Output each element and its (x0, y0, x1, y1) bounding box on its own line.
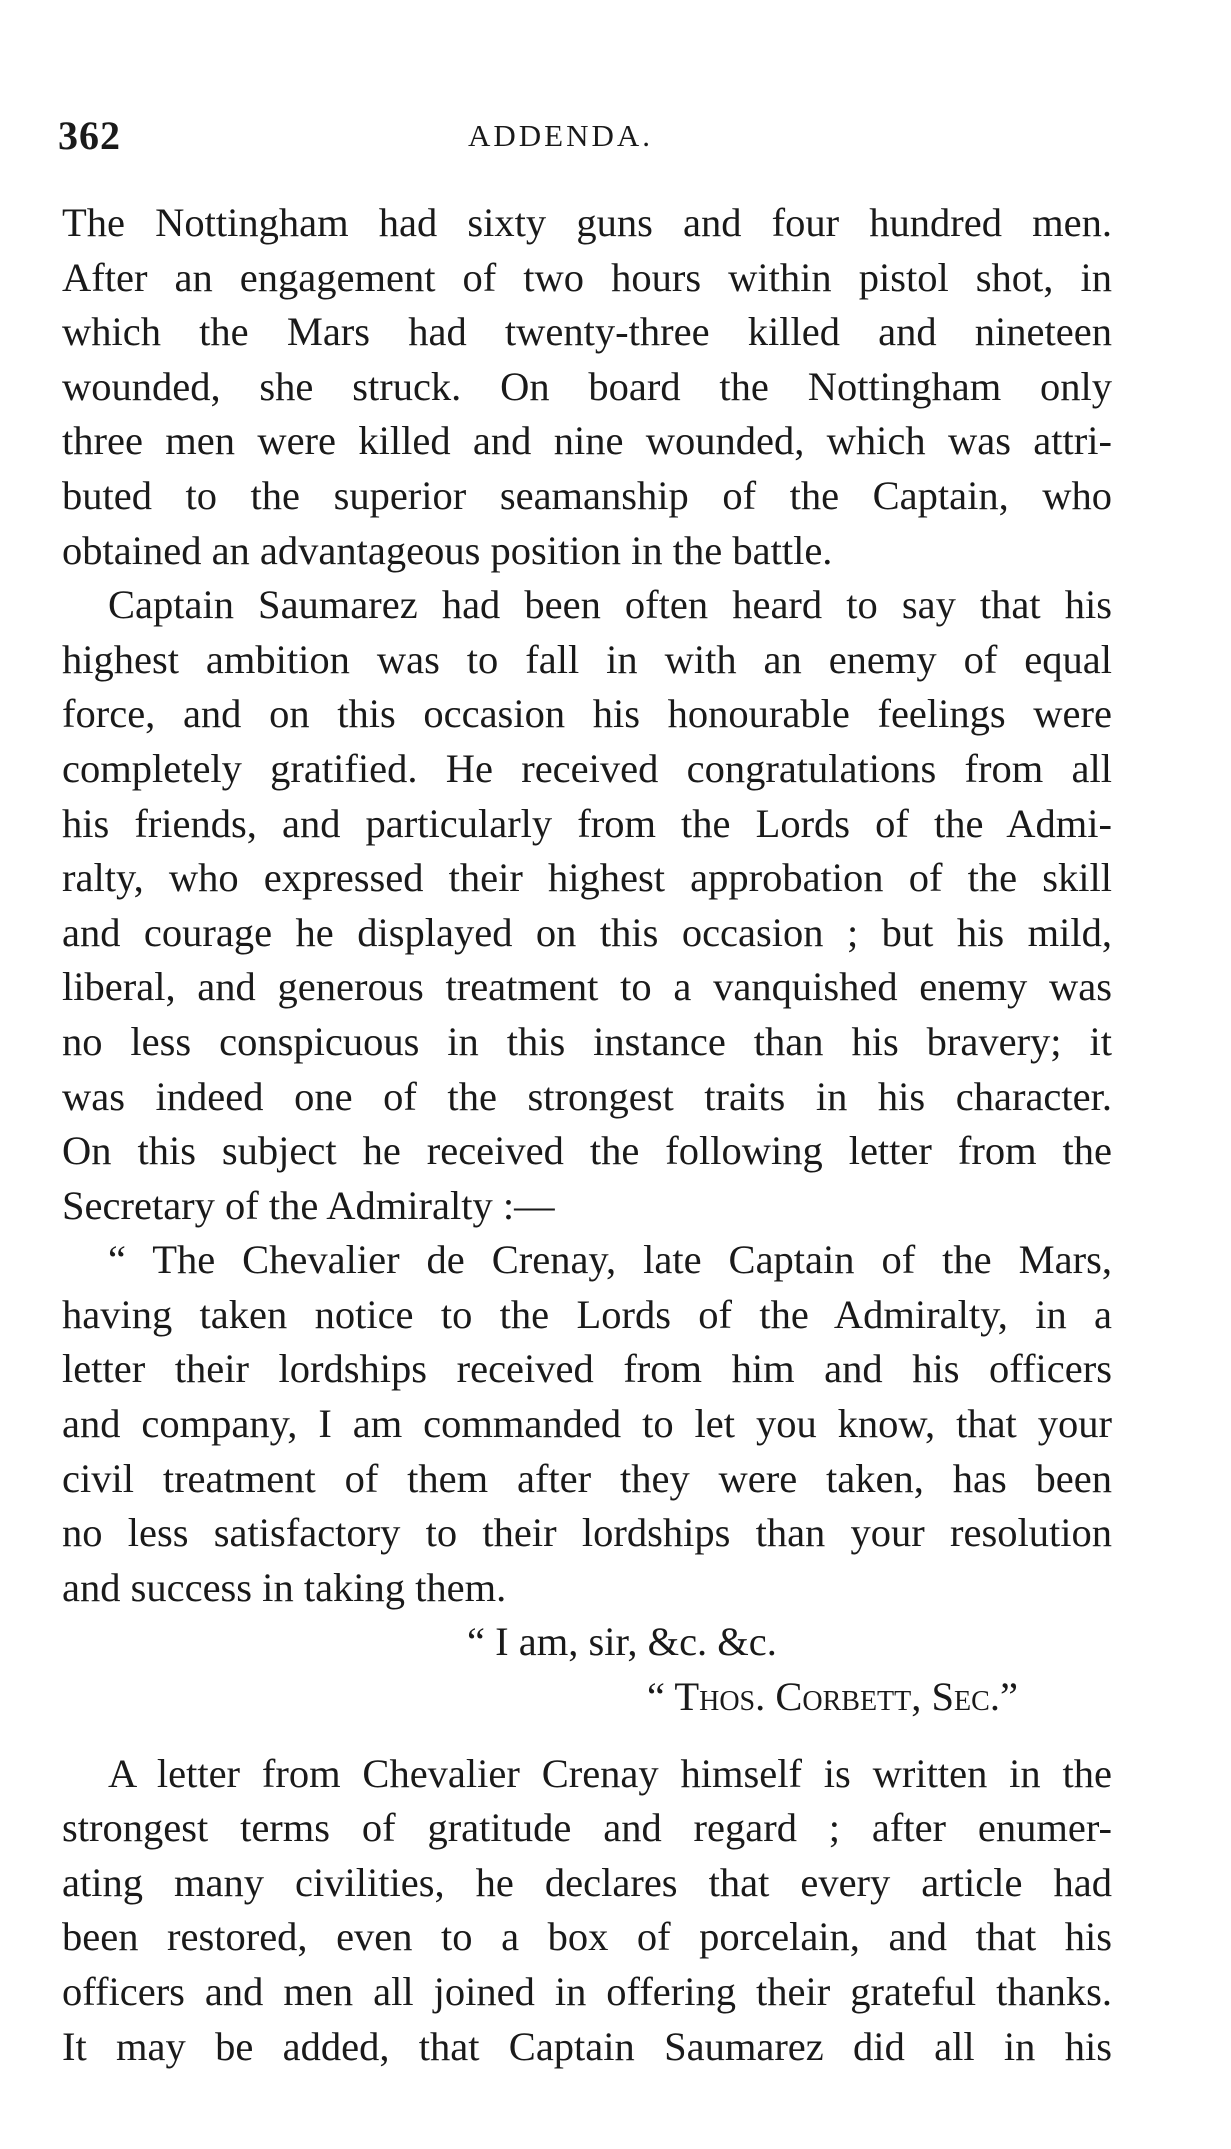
text-line: his friends, and particularly from the Lords of the Admi- (62, 800, 1112, 846)
text-line: no less satisfactory to their lordships than your resolution (62, 1510, 1112, 1556)
text-line: letter their lordships received from him and his officers (62, 1346, 1112, 1392)
text-line: no less conspicuous in this instance than his bravery; it (62, 1018, 1112, 1064)
letter-signature: “ Thos. Corbett, Sec.” (647, 1674, 1018, 1720)
page-number: 362 (58, 113, 121, 158)
text-line: ralty, who expressed their highest approbation of the skill (62, 855, 1112, 901)
paragraph-gap (62, 1725, 1112, 1747)
page-header (58, 112, 1118, 172)
text-line: and success in taking them. (62, 1564, 507, 1610)
text-line: was indeed one of the strongest traits in his character. (62, 1073, 1112, 1119)
text-line: having taken notice to the Lords of the Admiralty, in a (62, 1291, 1112, 1337)
text-line: obtained an advantageous position in the battle. (62, 527, 833, 573)
text-line: strongest terms of gratitude and regard ; after enumer- (62, 1805, 1112, 1851)
text-line: ating many civilities, he declares that every article had (62, 1859, 1112, 1905)
body-text (62, 196, 1112, 2074)
text-line: Secretary of the Admiralty :— (62, 1182, 555, 1228)
text-line: been restored, even to a box of porcelain, and that his (62, 1914, 1112, 1960)
text-line: highest ambition was to fall in with an enemy of equal (62, 636, 1112, 682)
text-line: It may be added, that Captain Saumarez did all in his (62, 2023, 1112, 2069)
text-line: wounded, she struck. On board the Nottingham only (62, 363, 1112, 409)
text-line: A letter from Chevalier Crenay himself is written in the (108, 1750, 1112, 1796)
text-line: On this subject he received the following letter from the (62, 1128, 1112, 1174)
text-line: buted to the superior seamanship of the Captain, who (62, 472, 1112, 518)
text-line: completely gratified. He received congratulations from all (62, 745, 1112, 791)
text-line: After an engagement of two hours within pistol shot, in (62, 254, 1112, 300)
text-line: officers and men all joined in offering their grateful thanks. (62, 1969, 1112, 2014)
text-line: and company, I am commanded to let you know, that your (62, 1401, 1112, 1447)
running-head: ADDENDA. (468, 118, 654, 153)
text-line: Captain Saumarez had been often heard to say that his (108, 582, 1112, 628)
text-line: force, and on this occasion his honourable feelings were (62, 691, 1112, 737)
text-line: liberal, and generous treatment to a vanquished enemy was (62, 964, 1112, 1010)
text-line: and courage he displayed on this occasion ; but his mild, (62, 909, 1112, 955)
text-line: three men were killed and nine wounded, which was attri- (62, 418, 1112, 464)
letter-closing: “ I am, sir, &c. &c. (467, 1619, 777, 1665)
text-line: “ The Chevalier de Crenay, late Captain of the Mars, (108, 1237, 1112, 1283)
text-line: civil treatment of them after they were taken, has been (62, 1455, 1112, 1501)
text-line: which the Mars had twenty-three killed and nineteen (62, 309, 1112, 355)
text-line: The Nottingham had sixty guns and four hundred men. (62, 200, 1112, 245)
